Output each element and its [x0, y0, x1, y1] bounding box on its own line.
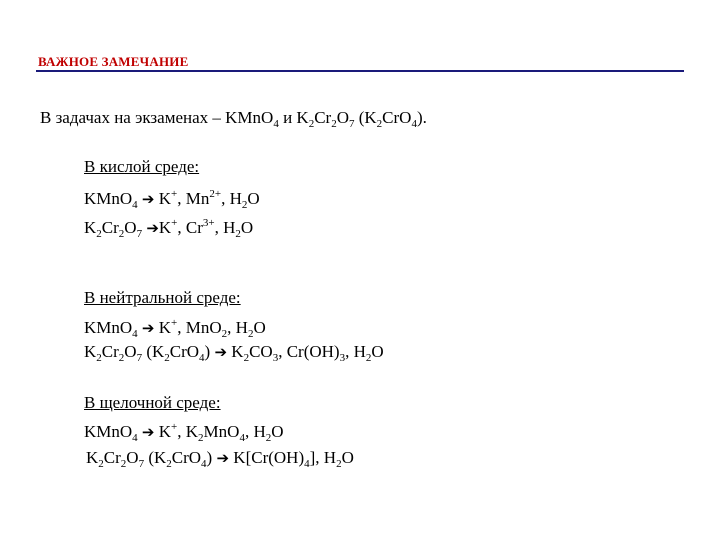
alkaline-dichromate-reaction: $K_2Cr_2O_7$ $(K_2CrO_4)$ ➔ $K[Cr(OH)_4]$, $H_2O$ [86, 448, 354, 470]
neutral-dichromate-reaction: $K_2Cr_2O_7$ $(K_2CrO_4)$ ➔ $K_2CO_3$, $Cr(OH)_3$, $H_2O$ [84, 342, 384, 364]
title-underline-rule [36, 70, 684, 72]
section-heading-alkaline: В щелочной среде: [84, 393, 221, 412]
arrow-icon: ➔ [216, 449, 230, 467]
arrow-icon: ➔ [141, 319, 155, 337]
neutral-kmno4-reaction: KMnO$_4$ ➔ K+, MnO$_2$, $H_2O$ [84, 317, 266, 340]
acidic-dichromate-reaction: $K_2Cr_2O_7$ ➔K+, $Cr^{3+}$, $H_2O$ [84, 217, 254, 240]
arrow-icon: ➔ [146, 219, 159, 237]
acidic-kmno4-reaction: KMnO$_4$ ➔ K+, $Mn^{2+}$, $H_2O$ [84, 188, 260, 211]
arrow-icon: ➔ [141, 423, 155, 441]
section-heading-acidic: В кислой среде: [84, 157, 200, 176]
page-title: ВАЖНОЕ ЗАМЕЧАНИЕ [38, 54, 189, 69]
intro-line: В задачах на экзаменах – KMnO$_4$ и $K_2Cr_2O_7$ $(K_2CrO_4)$. [40, 108, 427, 130]
section-heading-neutral: В нейтральной среде: [84, 288, 241, 307]
arrow-icon: ➔ [214, 343, 228, 361]
alkaline-kmno4-reaction: KMnO$_4$ ➔ K+, $K_2MnO_4$, $H_2O$ [84, 421, 284, 444]
arrow-icon: ➔ [141, 190, 155, 208]
